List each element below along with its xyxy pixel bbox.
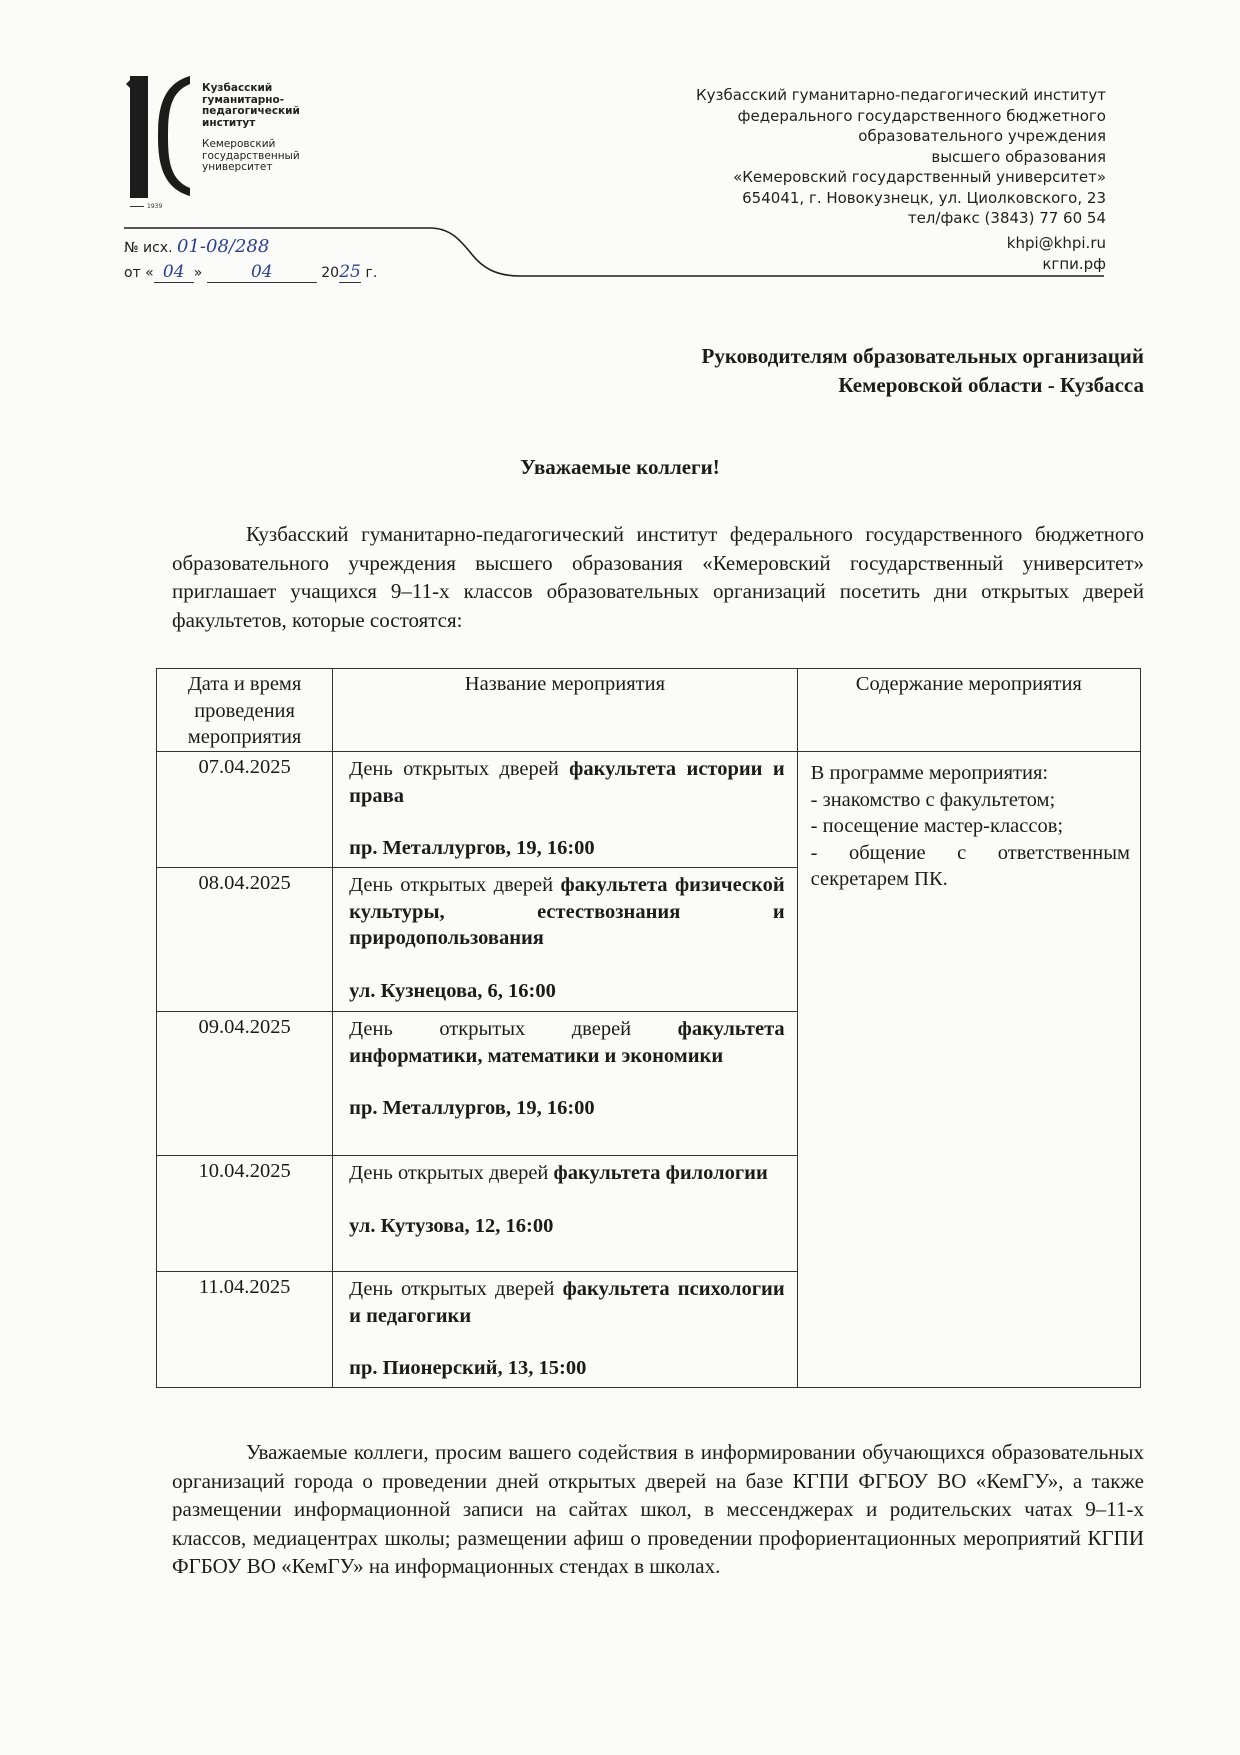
logo-institute-name: Кузбасский гуманитарно- педагогический институт bbox=[202, 82, 300, 129]
outgoing-number bbox=[124, 236, 269, 257]
event-name bbox=[333, 1012, 797, 1156]
event-name bbox=[333, 1272, 797, 1388]
event-name bbox=[333, 1156, 797, 1272]
date-suffix: г. bbox=[365, 265, 378, 281]
event-title-plain: День открытых дверей bbox=[349, 874, 561, 896]
event-title-plain: День открытых дверей bbox=[349, 1162, 554, 1184]
addressee-line: Кемеровской области - Кузбасса bbox=[838, 373, 1144, 397]
event-title bbox=[349, 1016, 784, 1069]
event-title-plain: День открытых дверей bbox=[349, 1018, 678, 1040]
event-address: ул. Кузнецова, 6, 16:00 bbox=[349, 979, 556, 1002]
event-address: пр. Металлургов, 19, 16:00 bbox=[349, 1097, 595, 1119]
date-year-suffix: 25 bbox=[339, 262, 361, 282]
outgoing-number-value: 01-08/288 bbox=[177, 236, 270, 257]
table-row bbox=[157, 752, 1141, 868]
date-mid: » bbox=[193, 265, 203, 281]
event-title bbox=[349, 1276, 784, 1329]
closing-paragraph-text: Уважаемые коллеги, просим вашего содействия в информировании обучающихся образовательных организаций города о проведении дней открытых дверей на базе КГПИ ФГБОУ ВО «КемГУ», а также размещении информационной записи на сайтах школ, в мессенджерах и родительских чатах 9–11-х классов, медиацентрах школы; размещении афиш о проведении профориентационных мероприятий КГПИ ФГБОУ ВО «КемГУ» на информационных стендах в школах. bbox=[172, 1440, 1144, 1578]
event-content bbox=[797, 752, 1140, 1388]
institute-line: Кузбасский гуманитарно-педагогический институт bbox=[695, 86, 1106, 104]
closing-paragraph bbox=[172, 1438, 1144, 1581]
event-name bbox=[333, 752, 797, 868]
event-title bbox=[349, 756, 784, 809]
addressee-line: Руководителям образовательных организаций bbox=[701, 344, 1144, 368]
event-date: 11.04.2025 bbox=[157, 1272, 333, 1388]
event-address: пр. Металлургов, 19, 16:00 bbox=[349, 837, 595, 859]
institute-line: высшего образования bbox=[931, 147, 1106, 166]
institute-phone: тел/факс (3843) 77 60 54 bbox=[907, 209, 1106, 227]
date-day: 04 bbox=[154, 262, 194, 283]
event-date: 09.04.2025 bbox=[157, 1012, 333, 1156]
intro-paragraph bbox=[172, 520, 1144, 634]
header-name: Название мероприятия bbox=[333, 669, 797, 752]
date-prefix: от « bbox=[124, 265, 154, 281]
content-line: - посещение мастер-классов; bbox=[810, 815, 1064, 837]
header-date: Дата и время проведения мероприятия bbox=[157, 669, 333, 752]
event-title-bold: факультета информатики, математики и экономики bbox=[349, 1018, 785, 1067]
addressee bbox=[702, 342, 1144, 400]
event-title-bold: факультета психологии и педагогики bbox=[349, 1278, 785, 1327]
outgoing-number-label: № исх. bbox=[124, 240, 173, 256]
event-date: 08.04.2025 bbox=[157, 868, 333, 1012]
event-title-bold: факультета истории и права bbox=[349, 758, 785, 807]
institute-line: федерального государственного бюджетного bbox=[737, 106, 1106, 125]
content-line: - знакомство с факультетом; bbox=[810, 788, 1056, 811]
date-month: 04 bbox=[207, 262, 317, 283]
event-title bbox=[349, 1160, 784, 1187]
event-title-bold: факультета физической культуры, естествознания и природопользования bbox=[349, 874, 785, 949]
events-table bbox=[156, 668, 1141, 1388]
intro-paragraph-text: Кузбасский гуманитарно-педагогический институт федерального государственного бюджетного образовательного учреждения высшего образования «Кемеровский государственный университет» приглашает учащихся 9–11-х классов образовательных организаций посетить дни открытых дверей факультетов, которые состоятся: bbox=[172, 522, 1144, 632]
header-content: Содержание мероприятия bbox=[797, 669, 1140, 752]
institute-email: khpi@khpi.ru bbox=[1006, 234, 1106, 252]
event-date: 10.04.2025 bbox=[157, 1156, 333, 1272]
outgoing-date bbox=[124, 262, 377, 283]
institute-line: «Кемеровский государственный университет» bbox=[733, 168, 1106, 186]
table-header-row bbox=[157, 669, 1141, 752]
content-line: В программе мероприятия: bbox=[810, 762, 1049, 784]
institute-address: 654041, г. Новокузнецк, ул. Циолковского, 23 bbox=[742, 188, 1106, 207]
event-title bbox=[349, 872, 784, 952]
event-name bbox=[333, 868, 797, 1012]
event-title-plain: День открытых дверей bbox=[349, 758, 570, 780]
logo-year: 1939 bbox=[130, 203, 162, 210]
logo-university-name: Кемеровский государственный университет bbox=[202, 138, 300, 173]
institute-website: кгпи.рф bbox=[1042, 255, 1106, 273]
event-address: ул. Кутузова, 12, 16:00 bbox=[349, 1214, 554, 1237]
event-address: пр. Пионерский, 13, 15:00 bbox=[349, 1357, 587, 1379]
event-date: 07.04.2025 bbox=[157, 752, 333, 868]
event-title-plain: День открытых дверей bbox=[349, 1278, 563, 1300]
date-year-prefix: 20 bbox=[321, 265, 340, 281]
content-line: - общение с ответственным секретарем ПК. bbox=[810, 841, 1130, 890]
institute-contacts bbox=[1007, 233, 1106, 275]
event-title-bold: факультета филологии bbox=[553, 1162, 768, 1184]
institute-line: образовательного учреждения bbox=[858, 127, 1106, 145]
salutation: Уважаемые коллеги! bbox=[520, 455, 720, 479]
